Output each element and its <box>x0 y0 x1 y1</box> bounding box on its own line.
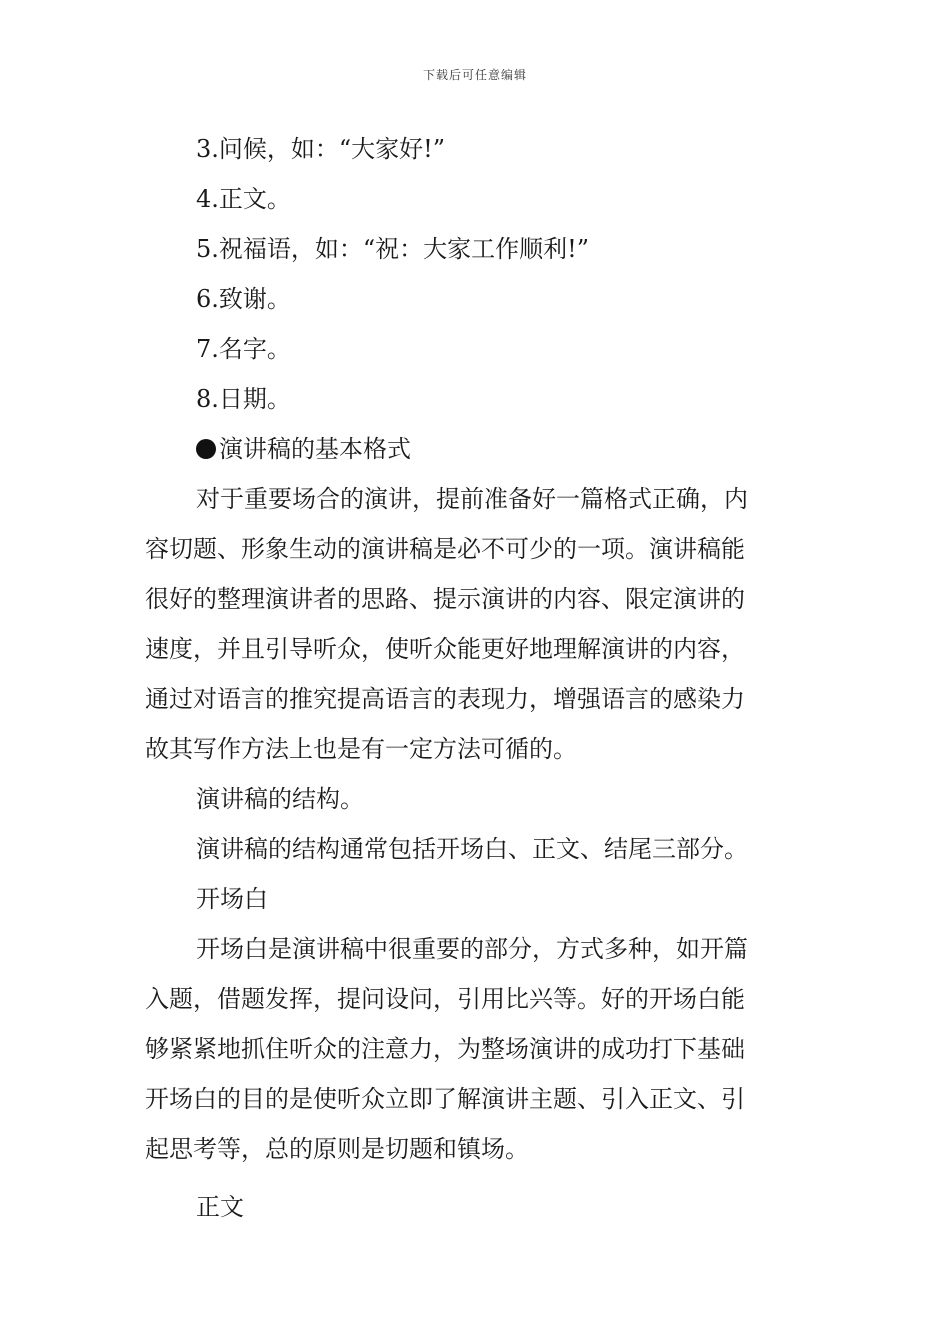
paragraph-line: 起思考等，总的原则是切题和镇场。 <box>145 1135 529 1163</box>
structure-description: 演讲稿的结构通常包括开场白、正文、结尾三部分。 <box>196 835 748 863</box>
paragraph-line: 够紧紧地抓住听众的注意力，为整场演讲的成功打下基础 <box>145 1035 745 1063</box>
section-heading <box>145 424 810 474</box>
paragraph-line: 容切题、形象生动的演讲稿是必不可少的一项。演讲稿能 <box>145 535 745 563</box>
paragraph-line: 对于重要场合的演讲，提前准备好一篇格式正确，内 <box>196 485 748 513</box>
list-item: 3.问候，如：“大家好!” <box>196 135 446 163</box>
section-heading-text: 演讲稿的基本格式 <box>219 435 411 463</box>
list-item: 4.正文。 <box>196 185 291 213</box>
document-body <box>145 124 810 1232</box>
page-header-note: 下载后可任意编辑 <box>422 68 527 82</box>
paragraph-line: 开场白的目的是使听众立即了解演讲主题、引入正文、引 <box>145 1085 745 1113</box>
paragraph-line: 开场白是演讲稿中很重要的部分，方式多种，如开篇 <box>196 935 748 963</box>
structure-title: 演讲稿的结构。 <box>196 785 364 813</box>
body-title: 正文 <box>196 1193 244 1221</box>
paragraph-line: 通过对语言的推究提高语言的表现力，增强语言的感染力 <box>145 685 745 713</box>
paragraph-line: 很好的整理演讲者的思路、提示演讲的内容、限定演讲的 <box>145 585 745 613</box>
bullet-icon <box>196 439 216 459</box>
opening-title: 开场白 <box>196 885 268 913</box>
paragraph-line: 故其写作方法上也是有一定方法可循的。 <box>145 735 577 763</box>
list-item: 6.致谢。 <box>196 285 291 313</box>
paragraph-line: 速度，并且引导听众，使听众能更好地理解演讲的内容， <box>145 635 745 663</box>
list-item: 7.名字。 <box>196 335 291 363</box>
paragraph-line: 入题，借题发挥，提问设问，引用比兴等。好的开场白能 <box>145 985 745 1013</box>
list-item: 8.日期。 <box>196 385 291 413</box>
list-item: 5.祝福语，如：“祝：大家工作顺利!” <box>196 235 590 263</box>
